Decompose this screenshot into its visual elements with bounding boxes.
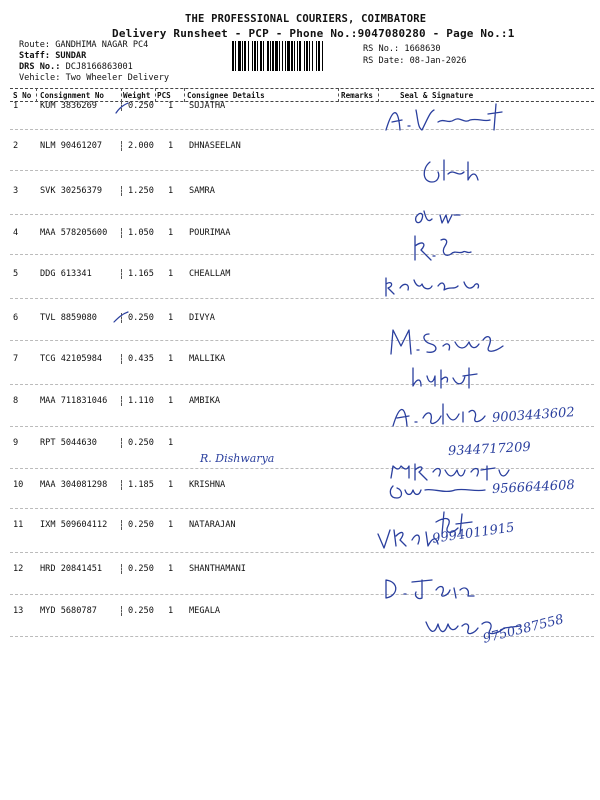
row-consignment: MAA 578205600 — [40, 228, 108, 238]
row-pcs: 1 — [168, 141, 174, 151]
barcode-bar — [318, 41, 320, 71]
row-divider — [10, 170, 594, 171]
row-sno: 6 — [13, 313, 19, 323]
row-consignee: NATARAJAN — [189, 520, 236, 530]
row-consignment: MYD 5680787 — [40, 606, 97, 616]
staff-label: Staff: SUNDAR — [19, 51, 87, 61]
row-divider — [10, 214, 594, 215]
rs-number: RS No.: 1668630 — [363, 44, 441, 54]
col-sep — [155, 88, 156, 102]
tick-mark-icon — [112, 310, 130, 326]
barcode-bar — [291, 41, 293, 71]
row-pcs: 1 — [168, 606, 174, 616]
signature-10 — [385, 478, 495, 502]
row-weight: 0.250 — [128, 564, 154, 574]
row-sno: 3 — [13, 186, 19, 196]
runsheet-title: Delivery Runsheet - PCP - Phone No.:9047080280 - Page No.:1 — [112, 27, 515, 40]
row-pcs: 1 — [168, 438, 174, 448]
row-consignment: TCG 42105984 — [40, 354, 103, 364]
row-consignee: AMBIKA — [189, 396, 221, 406]
barcode-bar — [285, 41, 286, 71]
row-consignee: SUJATHA — [189, 101, 226, 111]
row-consignment: TVL 8859080 — [40, 313, 97, 323]
barcode-bar — [316, 41, 317, 71]
vehicle-label: Vehicle: Two Wheeler Delivery — [19, 73, 170, 83]
row-consignee: MALLIKA — [189, 354, 226, 364]
weight-col-tick — [121, 606, 122, 616]
barcode-bar — [270, 41, 271, 71]
weight-col-tick — [121, 438, 122, 448]
row-weight: 0.250 — [128, 520, 154, 530]
row-pcs: 1 — [168, 354, 174, 364]
route-label: Route: GANDHIMA NAGAR PC4 — [19, 40, 149, 50]
barcode-bar — [254, 41, 256, 71]
row-consignment: DDG 613341 — [40, 269, 92, 279]
row-consignment: RPT 5044630 — [40, 438, 97, 448]
signature-2 — [418, 152, 498, 188]
signature-5 — [380, 272, 500, 302]
row-weight: 1.050 — [128, 228, 154, 238]
col-consignee: Consignee Details — [187, 91, 265, 100]
signature-6 — [385, 322, 510, 362]
barcode-bar — [242, 41, 243, 71]
weight-col-tick — [121, 141, 122, 151]
row-consignment: IXM 509604112 — [40, 520, 108, 530]
signature-3 — [410, 205, 470, 231]
handwritten-phone-9: 9344717209 — [447, 439, 532, 460]
row-sno: 2 — [13, 141, 19, 151]
col-consignment: Consignment No — [40, 91, 105, 100]
row-sno: 12 — [13, 564, 24, 574]
row-weight: 1.110 — [128, 396, 154, 406]
barcode-bar — [304, 41, 305, 71]
row-pcs: 1 — [168, 186, 174, 196]
row-weight: 0.250 — [128, 313, 154, 323]
col-sep — [121, 88, 122, 102]
signature-8 — [385, 398, 495, 430]
row-consignee: POURIMAA — [189, 228, 231, 238]
row-consignee: SAMRA — [189, 186, 215, 196]
row-pcs: 1 — [168, 228, 174, 238]
barcode-bar — [294, 41, 295, 71]
barcode-bar — [235, 41, 236, 71]
barcode-bar — [257, 41, 258, 71]
row-pcs: 1 — [168, 520, 174, 530]
weight-col-tick — [121, 228, 122, 238]
rs-date: RS Date: 08-Jan-2026 — [363, 56, 467, 66]
row-sno: 5 — [13, 269, 19, 279]
row-consignment: HRD 20841451 — [40, 564, 103, 574]
drs-label: DRS No.: — [19, 62, 61, 72]
row-weight: 2.000 — [128, 141, 154, 151]
row-weight: 0.250 — [128, 606, 154, 616]
weight-col-tick — [121, 354, 122, 364]
barcode-bar — [282, 41, 283, 71]
drs-value: DCJ8166863001 — [65, 62, 133, 72]
row-weight: 1.250 — [128, 186, 154, 196]
barcode-image — [232, 41, 358, 71]
row-divider — [10, 426, 594, 427]
row-divider — [10, 508, 594, 509]
row-weight: 0.250 — [128, 438, 154, 448]
signature-4 — [405, 232, 475, 262]
handwritten-phone-10: 9566644608 — [491, 477, 576, 498]
row-divider — [10, 384, 594, 385]
barcode-bar — [252, 41, 253, 71]
row-consignment: SVK 30256379 — [40, 186, 103, 196]
signature-1 — [378, 100, 518, 140]
row-weight: 0.250 — [128, 101, 154, 111]
row-divider — [10, 254, 594, 255]
weight-col-tick — [121, 520, 122, 530]
row-consignee: DIVYA — [189, 313, 215, 323]
col-seal: Seal & Signature — [400, 91, 474, 100]
barcode-bar — [275, 41, 278, 71]
company-name: THE PROFESSIONAL COURIERS, COIMBATORE — [185, 13, 427, 25]
signature-12 — [378, 574, 478, 604]
barcode-bar — [287, 41, 290, 71]
barcode-bar — [272, 41, 274, 71]
row-consignment: MAA 304081298 — [40, 480, 108, 490]
row-weight: 1.185 — [128, 480, 154, 490]
handwritten-phone-11: 9994011915 — [431, 520, 516, 547]
weight-col-tick — [121, 480, 122, 490]
drs-number — [19, 62, 133, 72]
row-pcs: 1 — [168, 101, 174, 111]
row-pcs: 1 — [168, 313, 174, 323]
col-sep — [36, 88, 37, 102]
row-sno: 9 — [13, 438, 19, 448]
tick-mark-icon — [114, 101, 130, 117]
row-consignee: MEGALA — [189, 606, 221, 616]
col-weight: Weight — [123, 91, 151, 100]
row-sno: 11 — [13, 520, 24, 530]
row-sno: 7 — [13, 354, 19, 364]
row-consignee: CHEALLAM — [189, 269, 231, 279]
barcode-bar — [297, 41, 298, 71]
barcode-bar — [312, 41, 313, 71]
row-sno: 8 — [13, 396, 19, 406]
table-top-rule — [10, 88, 594, 89]
row-consignment: NLM 90461207 — [40, 141, 103, 151]
barcode-bar — [267, 41, 269, 71]
row-consignment: KUM 3836269 — [40, 101, 97, 111]
barcode-bar — [322, 41, 323, 71]
row-divider — [10, 298, 594, 299]
barcode-bar — [232, 41, 234, 71]
col-sep — [184, 88, 185, 102]
barcode-bar — [279, 41, 280, 71]
barcode-bar — [263, 41, 264, 71]
barcode-bar — [260, 41, 262, 71]
row-pcs: 1 — [168, 396, 174, 406]
barcode-bar — [309, 41, 310, 71]
row-sno: 4 — [13, 228, 19, 238]
row-pcs: 1 — [168, 564, 174, 574]
row-sno: 10 — [13, 480, 24, 490]
signature-7 — [405, 362, 490, 392]
row-consignee: SHANTHAMANI — [189, 564, 246, 574]
weight-col-tick — [121, 186, 122, 196]
col-sno: S No — [13, 91, 32, 100]
row-consignment: MAA 711831046 — [40, 396, 108, 406]
handwritten-phone-8: 9003443602 — [491, 405, 576, 426]
barcode-bar — [306, 41, 308, 71]
row-divider — [10, 552, 594, 553]
row-pcs: 1 — [168, 480, 174, 490]
barcode-bar — [244, 41, 246, 71]
weight-col-tick — [121, 564, 122, 574]
col-pcs: PCS — [157, 91, 171, 100]
col-sep — [338, 88, 339, 102]
row-sno: 13 — [13, 606, 24, 616]
row-consignee: DHNASEELAN — [189, 141, 241, 151]
row-divider — [10, 594, 594, 595]
row-sno: 1 — [13, 101, 19, 111]
col-remarks: Remarks — [341, 91, 374, 100]
row-consignee: KRISHNA — [189, 480, 226, 490]
handwritten-phone-13: 9750387558 — [481, 612, 566, 647]
weight-col-tick — [121, 396, 122, 406]
row-pcs: 1 — [168, 269, 174, 279]
row-weight: 0.435 — [128, 354, 154, 364]
barcode-bar — [299, 41, 301, 71]
handwritten-consignee-9: R. Dishwarya — [200, 452, 275, 465]
row-weight: 1.165 — [128, 269, 154, 279]
weight-col-tick — [121, 269, 122, 279]
barcode-bar — [248, 41, 249, 71]
barcode-bar — [238, 41, 241, 71]
